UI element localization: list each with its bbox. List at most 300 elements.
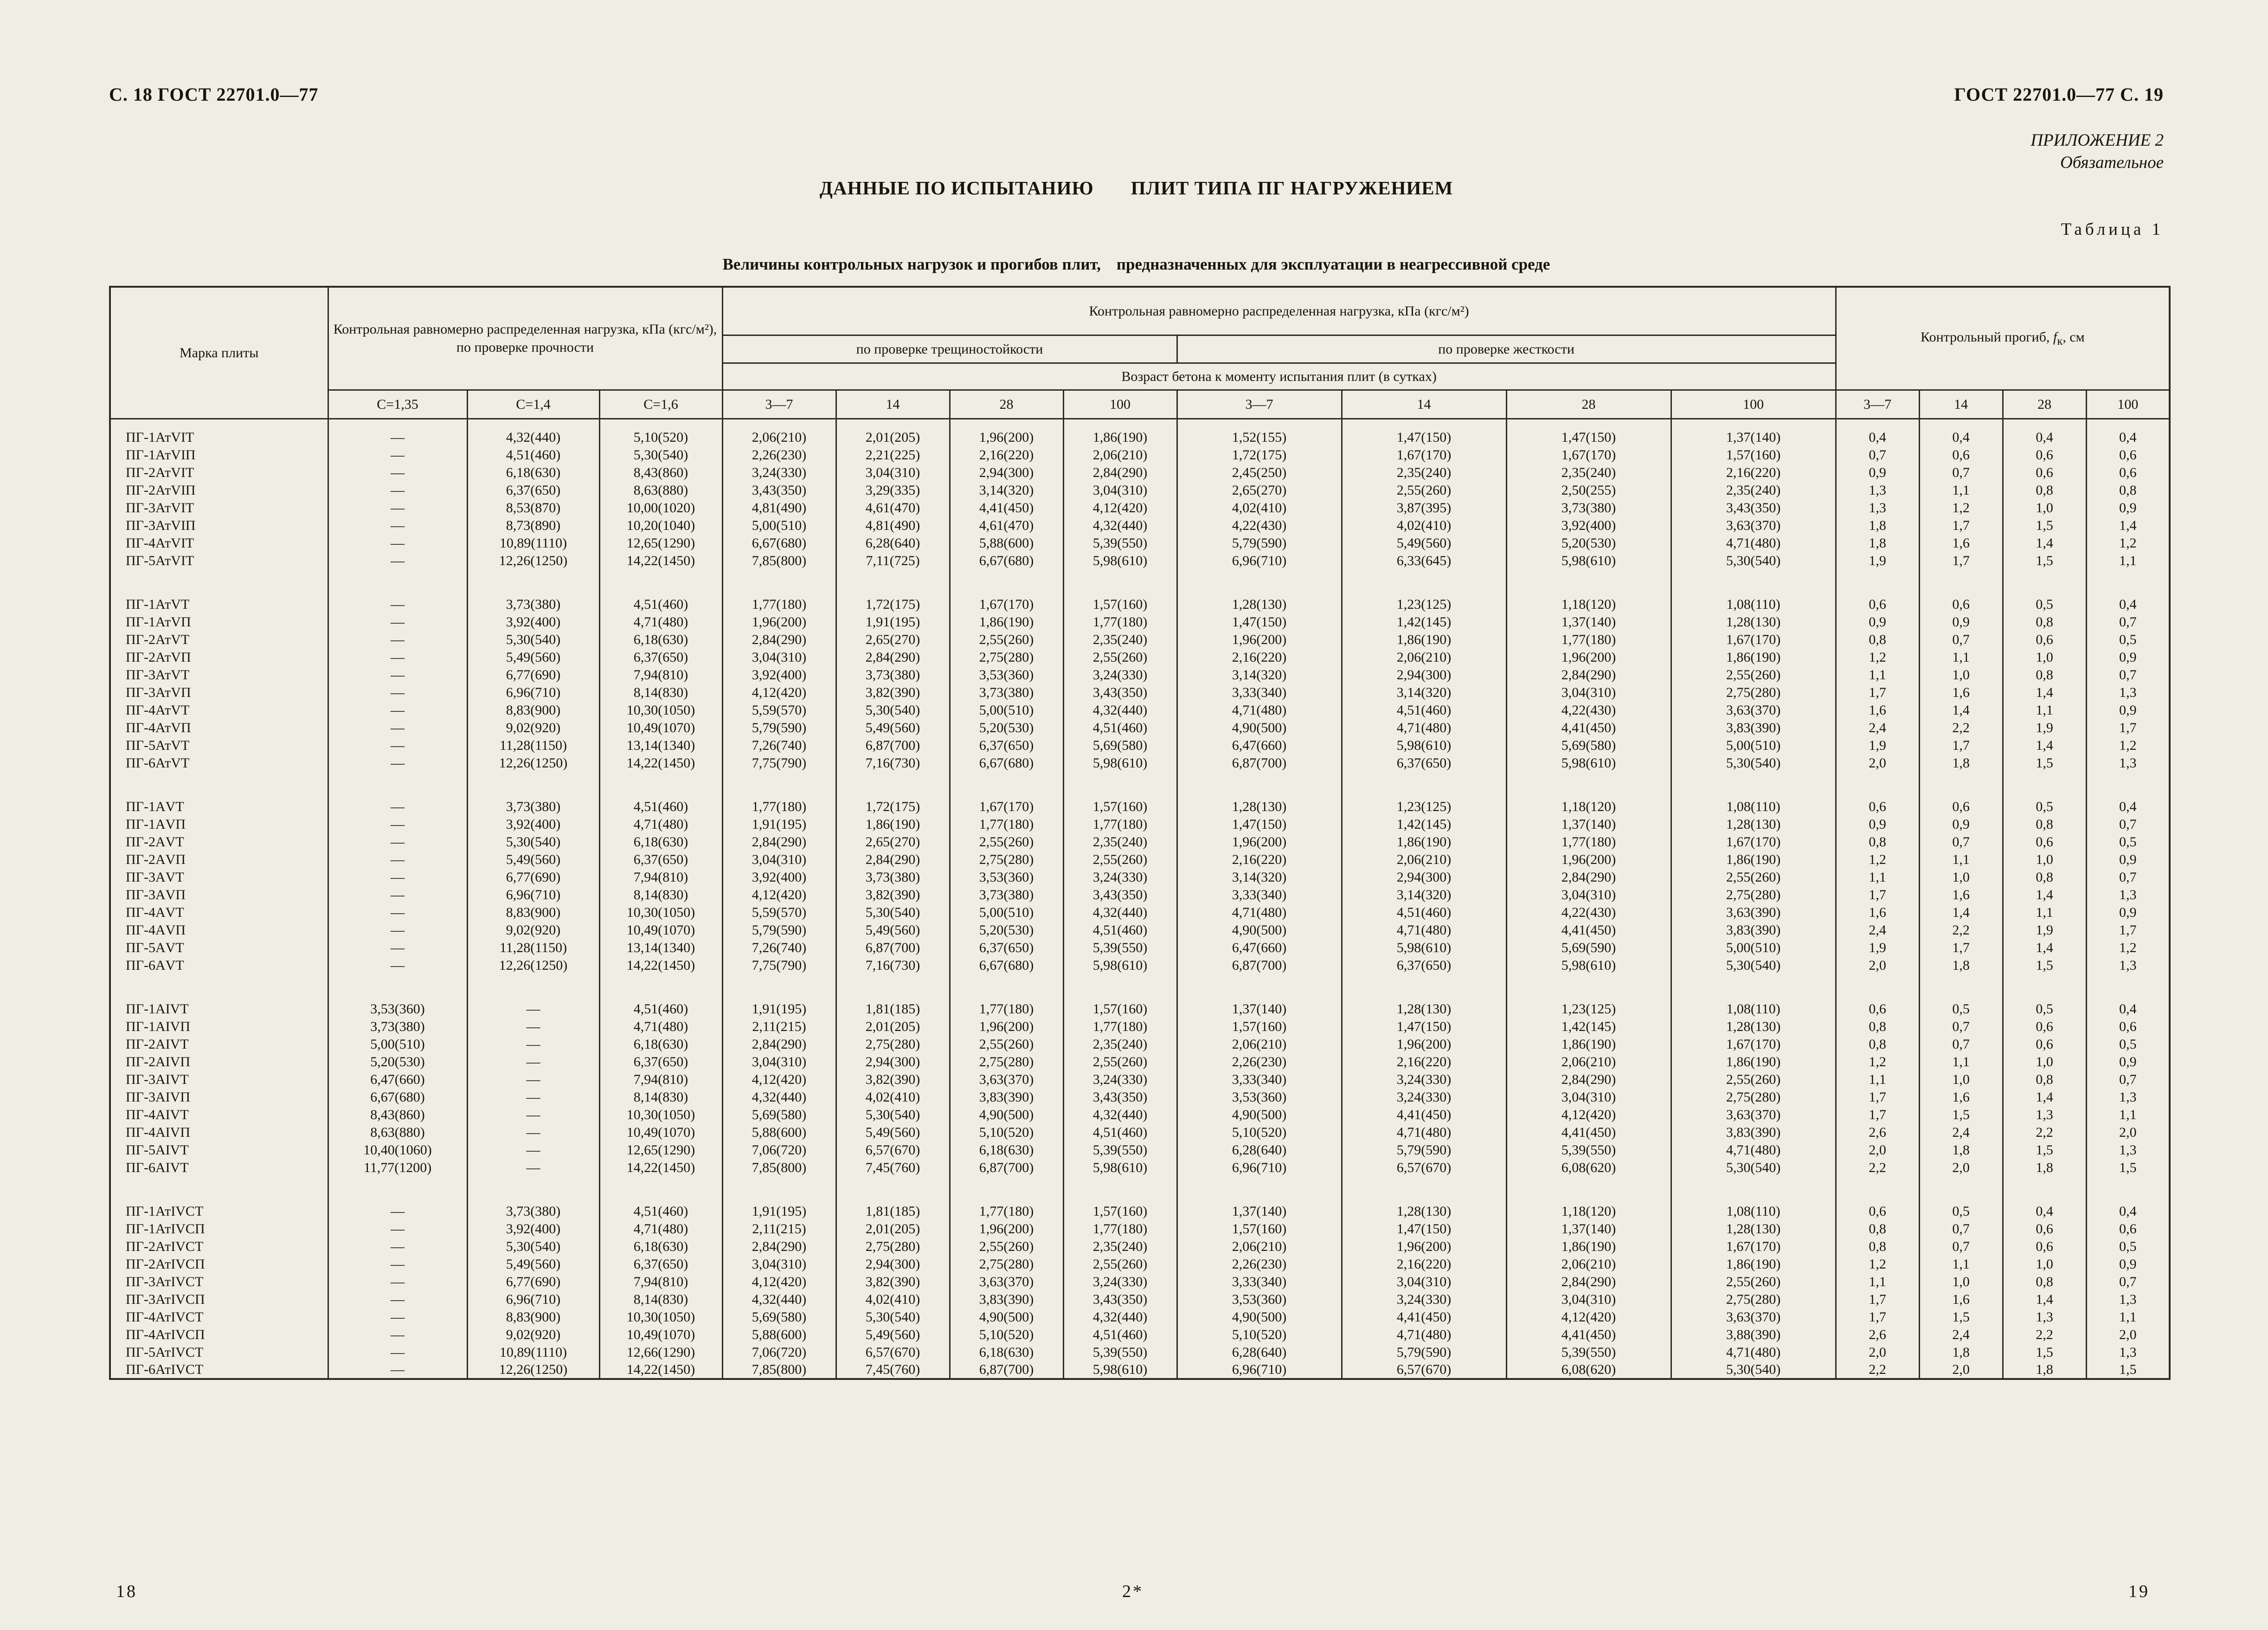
- value-cell: —: [467, 1071, 599, 1089]
- value-cell: 0,7: [1919, 464, 2003, 482]
- value-cell: 3,63(390): [1671, 904, 1836, 921]
- spacer-cell: [1063, 1177, 1177, 1203]
- value-cell: 0,9: [2086, 499, 2170, 517]
- header-stiff-age-14: 14: [1342, 390, 1506, 419]
- table-row: [110, 1361, 2170, 1379]
- value-cell: 7,26(740): [722, 737, 836, 754]
- value-cell: 6,47(660): [1177, 939, 1342, 957]
- value-cell: 1,86(190): [1506, 1238, 1671, 1256]
- value-cell: 1,23(125): [1342, 798, 1506, 816]
- value-cell: 2,75(280): [1671, 1291, 1836, 1308]
- value-cell: 4,51(460): [599, 596, 722, 613]
- value-cell: 11,77(1200): [328, 1159, 467, 1177]
- value-cell: 0,6: [1919, 446, 2003, 464]
- value-cell: —: [328, 446, 467, 464]
- value-cell: 2,84(290): [722, 631, 836, 649]
- table-row: [110, 719, 2170, 737]
- value-cell: 1,18(120): [1506, 1203, 1671, 1220]
- table-row: [110, 921, 2170, 939]
- spacer-cell: [950, 419, 1063, 429]
- value-cell: 1,57(160): [1063, 798, 1177, 816]
- value-cell: 2,84(290): [722, 833, 836, 851]
- value-cell: 3,43(350): [1063, 886, 1177, 904]
- running-head: [109, 84, 2164, 105]
- value-cell: 2,11(215): [722, 1220, 836, 1238]
- table-row: [110, 1124, 2170, 1141]
- value-cell: 1,7: [1919, 939, 2003, 957]
- value-cell: 2,94(300): [950, 464, 1063, 482]
- value-cell: 6,57(670): [1342, 1159, 1506, 1177]
- group-separator: [110, 772, 2170, 798]
- value-cell: 3,73(380): [950, 684, 1063, 702]
- header-crack-check: по проверке трещиностойкости: [722, 335, 1177, 363]
- value-cell: 2,55(260): [950, 1238, 1063, 1256]
- value-cell: 7,06(720): [722, 1344, 836, 1361]
- value-cell: 5,59(570): [722, 904, 836, 921]
- value-cell: 7,94(810): [599, 869, 722, 886]
- value-cell: 1,5: [1919, 1106, 2003, 1124]
- value-cell: 2,35(240): [1063, 833, 1177, 851]
- plate-mark: ПГ-4АтIVСТ: [110, 1308, 328, 1326]
- value-cell: 3,73(380): [328, 1018, 467, 1036]
- value-cell: 4,61(470): [950, 517, 1063, 535]
- value-cell: 0,6: [2003, 833, 2086, 851]
- value-cell: 1,96(200): [950, 1018, 1063, 1036]
- value-cell: 1,96(200): [950, 429, 1063, 446]
- value-cell: 1,08(110): [1671, 596, 1836, 613]
- value-cell: 0,8: [2003, 869, 2086, 886]
- spacer-cell: [1836, 974, 1919, 1000]
- value-cell: 4,41(450): [1342, 1308, 1506, 1326]
- spacer-cell: [328, 419, 467, 429]
- value-cell: 5,39(550): [1506, 1344, 1671, 1361]
- value-cell: 0,9: [2086, 649, 2170, 666]
- value-cell: 1,6: [1836, 702, 1919, 719]
- value-cell: 1,86(190): [1506, 1036, 1671, 1053]
- value-cell: 1,23(125): [1506, 1000, 1671, 1018]
- value-cell: 6,37(650): [599, 1256, 722, 1273]
- value-cell: 2,65(270): [836, 631, 950, 649]
- value-cell: 12,26(1250): [467, 957, 599, 974]
- value-cell: —: [328, 649, 467, 666]
- value-cell: 3,83(390): [1671, 921, 1836, 939]
- value-cell: 5,39(550): [1063, 1141, 1177, 1159]
- value-cell: 8,83(900): [467, 904, 599, 921]
- value-cell: 2,75(280): [950, 649, 1063, 666]
- page-number-right: 19: [2128, 1582, 2150, 1601]
- value-cell: 2,4: [1919, 1124, 2003, 1141]
- running-head-right: ГОСТ 22701.0—77 С. 19: [1954, 84, 2164, 105]
- value-cell: 6,87(700): [836, 939, 950, 957]
- value-cell: 0,6: [1836, 596, 1919, 613]
- spacer-cell: [1177, 570, 1342, 596]
- value-cell: 0,8: [2003, 482, 2086, 499]
- value-cell: 0,4: [1836, 429, 1919, 446]
- value-cell: 1,4: [1919, 904, 2003, 921]
- value-cell: 0,6: [2003, 446, 2086, 464]
- table-row: [110, 684, 2170, 702]
- value-cell: 1,4: [2003, 1291, 2086, 1308]
- value-cell: 2,2: [1919, 719, 2003, 737]
- value-cell: 1,67(170): [1671, 631, 1836, 649]
- value-cell: 3,63(370): [1671, 517, 1836, 535]
- table-row: [110, 649, 2170, 666]
- plate-mark: ПГ-4АтIVСП: [110, 1326, 328, 1344]
- value-cell: 2,01(205): [836, 1018, 950, 1036]
- value-cell: 6,37(650): [1342, 754, 1506, 772]
- value-cell: 8,83(900): [467, 1308, 599, 1326]
- value-cell: 2,35(240): [1506, 464, 1671, 482]
- value-cell: 1,42(145): [1342, 613, 1506, 631]
- plate-mark: ПГ-2АтVIП: [110, 482, 328, 499]
- value-cell: 6,37(650): [1342, 957, 1506, 974]
- value-cell: 3,24(330): [1063, 1273, 1177, 1291]
- header-deflection: [1836, 287, 2170, 390]
- value-cell: 1,0: [2003, 649, 2086, 666]
- value-cell: 0,7: [2086, 1071, 2170, 1089]
- value-cell: 4,51(460): [599, 1000, 722, 1018]
- spacer-cell: [1506, 772, 1671, 798]
- value-cell: 0,7: [1919, 1018, 2003, 1036]
- value-cell: 6,08(620): [1506, 1361, 1671, 1379]
- value-cell: 0,8: [1836, 1220, 1919, 1238]
- value-cell: 0,4: [2086, 1000, 2170, 1018]
- value-cell: 3,83(390): [950, 1291, 1063, 1308]
- value-cell: 7,75(790): [722, 754, 836, 772]
- value-cell: 2,06(210): [1177, 1238, 1342, 1256]
- value-cell: 0,5: [1919, 1203, 2003, 1220]
- table-row: [110, 1308, 2170, 1326]
- value-cell: 1,1: [1919, 1053, 2003, 1071]
- value-cell: 1,86(190): [1671, 1053, 1836, 1071]
- group-separator: [110, 419, 2170, 429]
- value-cell: 3,33(340): [1177, 1071, 1342, 1089]
- value-cell: 1,72(175): [836, 798, 950, 816]
- page-number-left: 18: [116, 1582, 137, 1601]
- value-cell: —: [328, 517, 467, 535]
- table-row: [110, 1159, 2170, 1177]
- plate-mark: ПГ-2АVТ: [110, 833, 328, 851]
- value-cell: 1,4: [2003, 1089, 2086, 1106]
- value-cell: 5,98(610): [1063, 1159, 1177, 1177]
- value-cell: 1,37(140): [1506, 816, 1671, 833]
- spacer-cell: [1919, 1177, 2003, 1203]
- value-cell: 3,04(310): [1506, 886, 1671, 904]
- value-cell: 2,16(220): [1177, 851, 1342, 869]
- value-cell: 2,06(210): [1063, 446, 1177, 464]
- spacer-cell: [328, 570, 467, 596]
- value-cell: 3,24(330): [1342, 1291, 1506, 1308]
- spacer-cell: [467, 974, 599, 1000]
- spacer-cell: [1342, 772, 1506, 798]
- value-cell: 6,47(660): [328, 1071, 467, 1089]
- value-cell: 3,04(310): [722, 649, 836, 666]
- value-cell: 5,30(540): [1671, 1361, 1836, 1379]
- value-cell: 0,5: [2086, 1036, 2170, 1053]
- value-cell: 1,1: [1836, 869, 1919, 886]
- value-cell: 5,69(580): [722, 1106, 836, 1124]
- value-cell: 1,2: [1836, 1256, 1919, 1273]
- value-cell: 1,28(130): [1342, 1203, 1506, 1220]
- value-cell: 3,92(400): [467, 613, 599, 631]
- plate-mark: ПГ-5АтIVСТ: [110, 1344, 328, 1361]
- value-cell: 2,75(280): [950, 851, 1063, 869]
- value-cell: 5,49(560): [467, 649, 599, 666]
- value-cell: 2,84(290): [836, 649, 950, 666]
- value-cell: 1,91(195): [722, 1000, 836, 1018]
- table-row: [110, 798, 2170, 816]
- value-cell: 5,79(590): [722, 921, 836, 939]
- page-footer: [116, 1581, 2150, 1602]
- value-cell: 0,6: [1836, 1000, 1919, 1018]
- value-cell: 1,08(110): [1671, 1203, 1836, 1220]
- value-cell: 0,6: [1836, 798, 1919, 816]
- plate-mark: ПГ-1АIVТ: [110, 1000, 328, 1018]
- table-row: [110, 1220, 2170, 1238]
- value-cell: 2,2: [2003, 1124, 2086, 1141]
- value-cell: 1,47(150): [1342, 1018, 1506, 1036]
- plate-mark: ПГ-2АIVП: [110, 1053, 328, 1071]
- value-cell: 8,43(860): [328, 1106, 467, 1124]
- value-cell: 3,63(370): [1671, 1106, 1836, 1124]
- value-cell: 1,37(140): [1506, 613, 1671, 631]
- table-row: [110, 613, 2170, 631]
- plate-mark: ПГ-3АтVIТ: [110, 499, 328, 517]
- value-cell: 5,39(550): [1506, 1141, 1671, 1159]
- value-cell: 12,66(1290): [599, 1344, 722, 1361]
- value-cell: 1,2: [1836, 1053, 1919, 1071]
- value-cell: 3,43(350): [1063, 1291, 1177, 1308]
- plate-mark: ПГ-1АтIVСП: [110, 1220, 328, 1238]
- table-row: [110, 851, 2170, 869]
- value-cell: —: [328, 816, 467, 833]
- value-cell: 2,06(210): [1506, 1053, 1671, 1071]
- table-row: [110, 833, 2170, 851]
- value-cell: 4,41(450): [1506, 719, 1671, 737]
- value-cell: 1,7: [1919, 552, 2003, 570]
- value-cell: 5,98(610): [1506, 754, 1671, 772]
- value-cell: 1,28(130): [1671, 816, 1836, 833]
- value-cell: 4,81(490): [722, 499, 836, 517]
- plate-mark: ПГ-1АтVIП: [110, 446, 328, 464]
- value-cell: 3,82(390): [836, 1071, 950, 1089]
- value-cell: 4,32(440): [1063, 1308, 1177, 1326]
- value-cell: 5,98(610): [1342, 939, 1506, 957]
- spacer-cell: [2086, 570, 2170, 596]
- value-cell: 7,94(810): [599, 666, 722, 684]
- spacer-cell: [467, 570, 599, 596]
- value-cell: 4,71(480): [1342, 921, 1506, 939]
- value-cell: 6,28(640): [1177, 1344, 1342, 1361]
- value-cell: 5,00(510): [950, 702, 1063, 719]
- value-cell: 1,0: [1919, 869, 2003, 886]
- spacer-cell: [950, 772, 1063, 798]
- table-row: [110, 1106, 2170, 1124]
- value-cell: 5,49(560): [467, 851, 599, 869]
- value-cell: 6,96(710): [1177, 552, 1342, 570]
- value-cell: 1,6: [1919, 535, 2003, 552]
- value-cell: —: [328, 464, 467, 482]
- value-cell: 1,47(150): [1342, 429, 1506, 446]
- value-cell: 1,7: [1836, 1291, 1919, 1308]
- value-cell: 2,75(280): [836, 1036, 950, 1053]
- value-cell: 1,2: [1919, 499, 2003, 517]
- value-cell: 4,32(440): [467, 429, 599, 446]
- spacer-cell: [1177, 974, 1342, 1000]
- plate-mark: ПГ-3АIVП: [110, 1089, 328, 1106]
- value-cell: 2,0: [1919, 1361, 2003, 1379]
- plate-mark: ПГ-5АIVТ: [110, 1141, 328, 1159]
- value-cell: 2,16(220): [1177, 649, 1342, 666]
- value-cell: 1,86(190): [1671, 649, 1836, 666]
- spacer-cell: [1671, 1177, 1836, 1203]
- value-cell: —: [467, 1089, 599, 1106]
- plate-mark: ПГ-6АIVТ: [110, 1159, 328, 1177]
- value-cell: 0,6: [2003, 1220, 2086, 1238]
- spacer-cell: [1671, 419, 1836, 429]
- spacer-cell: [2086, 772, 2170, 798]
- value-cell: 1,4: [2003, 535, 2086, 552]
- value-cell: 1,86(190): [950, 613, 1063, 631]
- value-cell: 1,7: [1836, 1089, 1919, 1106]
- value-cell: —: [328, 552, 467, 570]
- value-cell: 7,85(800): [722, 1159, 836, 1177]
- value-cell: 1,67(170): [950, 798, 1063, 816]
- table-body: [110, 419, 2170, 1379]
- value-cell: 5,49(560): [467, 1256, 599, 1273]
- value-cell: —: [328, 1308, 467, 1326]
- value-cell: 5,69(590): [1506, 939, 1671, 957]
- table-row: [110, 869, 2170, 886]
- value-cell: 4,12(420): [722, 1273, 836, 1291]
- value-cell: —: [328, 535, 467, 552]
- value-cell: 1,5: [2003, 754, 2086, 772]
- value-cell: —: [328, 684, 467, 702]
- value-cell: 3,63(370): [1671, 1308, 1836, 1326]
- spacer-cell: [1919, 772, 2003, 798]
- value-cell: 5,49(560): [1342, 535, 1506, 552]
- value-cell: 4,02(410): [836, 1089, 950, 1106]
- value-cell: 6,96(710): [1177, 1361, 1342, 1379]
- value-cell: 0,8: [2003, 1071, 2086, 1089]
- table-row: [110, 1071, 2170, 1089]
- value-cell: 2,75(280): [950, 1053, 1063, 1071]
- value-cell: 2,55(260): [950, 1036, 1063, 1053]
- spacer-cell: [328, 974, 467, 1000]
- appendix-title: ПРИЛОЖЕНИЕ 2: [2030, 131, 2164, 150]
- appendix-subtitle: Обязательное: [2060, 153, 2164, 173]
- value-cell: 8,53(870): [467, 499, 599, 517]
- header-crack-age-28: 28: [950, 390, 1063, 419]
- page-title: [109, 177, 2164, 199]
- value-cell: 1,8: [1919, 957, 2003, 974]
- table-row: [110, 517, 2170, 535]
- value-cell: 6,37(650): [467, 482, 599, 499]
- value-cell: —: [467, 1018, 599, 1036]
- value-cell: 0,4: [2003, 429, 2086, 446]
- value-cell: 1,96(200): [1177, 631, 1342, 649]
- value-cell: 0,8: [1836, 631, 1919, 649]
- value-cell: —: [328, 1273, 467, 1291]
- value-cell: 4,71(480): [1177, 904, 1342, 921]
- value-cell: 2,50(255): [1506, 482, 1671, 499]
- value-cell: 1,7: [1919, 737, 2003, 754]
- value-cell: 1,0: [1919, 1071, 2003, 1089]
- value-cell: 2,21(225): [836, 446, 950, 464]
- value-cell: 0,8: [1836, 833, 1919, 851]
- value-cell: 10,49(1070): [599, 719, 722, 737]
- value-cell: 5,10(520): [950, 1124, 1063, 1141]
- value-cell: 2,4: [1919, 1326, 2003, 1344]
- spacer-cell: [950, 570, 1063, 596]
- spacer-cell: [328, 772, 467, 798]
- value-cell: 5,79(590): [1342, 1344, 1506, 1361]
- value-cell: 0,7: [1919, 1220, 2003, 1238]
- value-cell: 7,26(740): [722, 939, 836, 957]
- value-cell: 4,51(460): [1063, 1124, 1177, 1141]
- plate-mark: ПГ-2АтIVСТ: [110, 1238, 328, 1256]
- value-cell: 1,5: [2003, 517, 2086, 535]
- value-cell: 5,79(590): [1342, 1141, 1506, 1159]
- value-cell: 3,92(400): [722, 869, 836, 886]
- value-cell: —: [467, 1000, 599, 1018]
- value-cell: 4,71(480): [1342, 1124, 1506, 1141]
- value-cell: 4,12(420): [722, 1071, 836, 1089]
- value-cell: 0,6: [1836, 1203, 1919, 1220]
- table-row: [110, 939, 2170, 957]
- value-cell: 12,26(1250): [467, 754, 599, 772]
- header-strength-load: Контрольная равномерно распределенная нагрузка, кПа (кгс/м²), по проверке прочности: [328, 287, 722, 390]
- value-cell: 1,91(195): [722, 816, 836, 833]
- value-cell: 5,98(610): [1342, 737, 1506, 754]
- value-cell: 1,42(145): [1506, 1018, 1671, 1036]
- value-cell: 1,72(175): [1177, 446, 1342, 464]
- value-cell: 0,8: [2086, 482, 2170, 499]
- value-cell: 0,6: [2086, 464, 2170, 482]
- value-cell: 1,7: [1836, 1308, 1919, 1326]
- value-cell: 4,22(430): [1506, 702, 1671, 719]
- value-cell: 1,5: [2003, 1141, 2086, 1159]
- value-cell: 4,32(440): [1063, 1106, 1177, 1124]
- value-cell: 1,96(200): [1177, 833, 1342, 851]
- header-crack-age-100: 100: [1063, 390, 1177, 419]
- value-cell: 1,67(170): [950, 596, 1063, 613]
- value-cell: 11,28(1150): [467, 939, 599, 957]
- spacer-cell: [328, 1177, 467, 1203]
- value-cell: 5,30(540): [1671, 754, 1836, 772]
- value-cell: 1,6: [1919, 886, 2003, 904]
- value-cell: 2,0: [1836, 1141, 1919, 1159]
- value-cell: 9,02(920): [467, 719, 599, 737]
- value-cell: 2,11(215): [722, 1018, 836, 1036]
- value-cell: 0,6: [2086, 1220, 2170, 1238]
- value-cell: 1,77(180): [950, 816, 1063, 833]
- value-cell: 2,84(290): [1506, 1071, 1671, 1089]
- value-cell: 1,3: [2003, 1106, 2086, 1124]
- value-cell: 3,53(360): [1177, 1291, 1342, 1308]
- value-cell: —: [467, 1159, 599, 1177]
- value-cell: 4,12(420): [722, 684, 836, 702]
- value-cell: 5,39(550): [1063, 939, 1177, 957]
- plate-mark: ПГ-1АтVIТ: [110, 429, 328, 446]
- value-cell: 0,8: [2003, 666, 2086, 684]
- value-cell: 1,4: [2003, 886, 2086, 904]
- spacer-cell: [1342, 419, 1506, 429]
- value-cell: —: [328, 1326, 467, 1344]
- value-cell: 3,14(320): [1342, 886, 1506, 904]
- value-cell: 14,22(1450): [599, 1159, 722, 1177]
- header-defl-age-100: 100: [2086, 390, 2170, 419]
